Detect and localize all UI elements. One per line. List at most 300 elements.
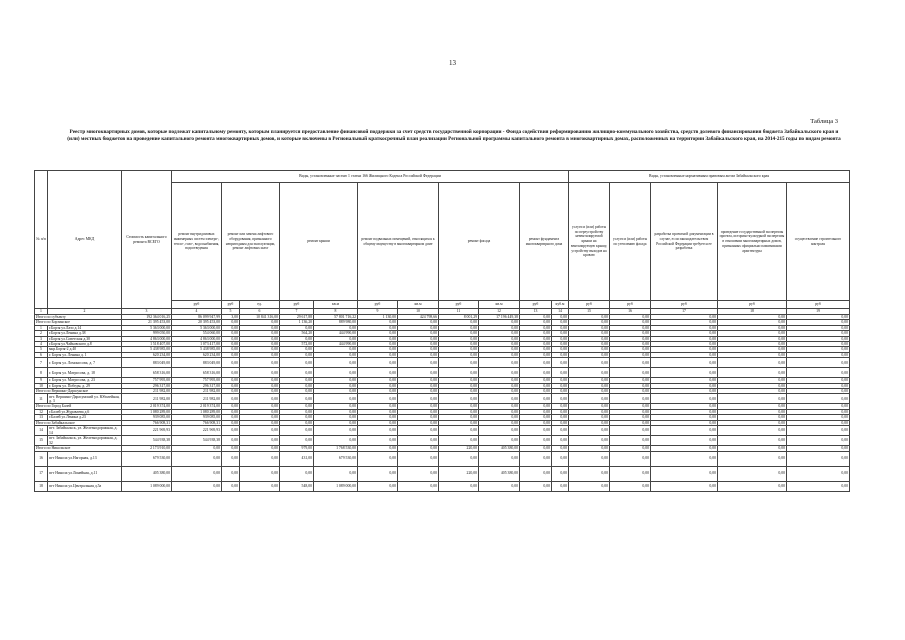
value-cell: 679 530,00 <box>314 451 358 466</box>
value-cell: 0,00 <box>610 436 651 446</box>
value-cell: 0,00 <box>552 315 569 320</box>
value-cell: 0,00 <box>552 481 569 491</box>
value-cell: 0,00 <box>552 404 569 409</box>
value-cell: 0,00 <box>280 352 314 357</box>
table-row <box>35 426 850 436</box>
value-cell: 0,00 <box>358 325 398 330</box>
value-cell: 0,00 <box>172 466 222 481</box>
value-cell: 0,00 <box>439 320 479 325</box>
value-cell: 0,00 <box>610 415 651 420</box>
table-row <box>35 368 850 378</box>
value-cell: 0,00 <box>240 378 280 383</box>
value-cell: 0,00 <box>718 404 787 409</box>
value-cell: 0,00 <box>552 426 569 436</box>
value-cell: 0,00 <box>651 358 718 368</box>
value-cell: 0,00 <box>314 336 358 341</box>
value-cell: 0,00 <box>552 352 569 357</box>
value-cell: 0,00 <box>358 331 398 336</box>
value-cell: 939 085,00 <box>172 415 222 420</box>
value-cell: 0,00 <box>398 331 439 336</box>
value-cell: 0,00 <box>439 378 479 383</box>
row-number-cell: 1 <box>35 325 48 330</box>
value-cell: 0,00 <box>222 342 240 347</box>
value-cell: 0,00 <box>280 436 314 446</box>
value-cell: 0,00 <box>569 415 610 420</box>
address-cell: Итого по Борзинское <box>35 320 122 325</box>
value-cell: 0,00 <box>569 336 610 341</box>
col-lift-header: ремонт или замена лифтового оборудования, признанного непригодным для эксплуатации, ремонт лифтовых шахт <box>222 183 280 301</box>
value-cell: 0,00 <box>398 347 439 352</box>
value-cell: 0,00 <box>552 389 569 394</box>
value-cell: 0,00 <box>552 394 569 404</box>
value-cell: 0,00 <box>280 336 314 341</box>
value-cell: 0,00 <box>569 420 610 425</box>
value-cell: 0,00 <box>358 368 398 378</box>
value-cell: 0,00 <box>479 451 520 466</box>
value-cell: 620 234,00 <box>172 352 222 357</box>
value-cell: 5 363 000,00 <box>122 325 172 330</box>
value-cell: 0,00 <box>651 342 718 347</box>
value-cell: 0,00 <box>172 481 222 491</box>
value-cell: 572,00 <box>280 342 314 347</box>
address-cell: г. Борзя ул. Ленина д. 1 <box>48 352 122 357</box>
value-cell: 0,00 <box>552 347 569 352</box>
value-cell: 766 908,31 <box>122 420 172 425</box>
unit-cell: кв.м <box>314 301 358 309</box>
value-cell: 0,00 <box>520 383 552 388</box>
value-cell: 0,00 <box>610 481 651 491</box>
value-cell: 0,00 <box>439 347 479 352</box>
value-cell: 0,00 <box>651 336 718 341</box>
value-cell: 0,00 <box>358 342 398 347</box>
value-cell: 0,00 <box>240 352 280 357</box>
value-cell: 0,00 <box>314 347 358 352</box>
value-cell: 0,00 <box>398 320 439 325</box>
value-cell: 0,00 <box>520 389 552 394</box>
value-cell: 211 982,00 <box>172 394 222 404</box>
address-cell: г.Борзя ул.Чайковского д.8 <box>48 342 122 347</box>
value-cell: 0,00 <box>479 415 520 420</box>
value-cell: 0,00 <box>439 325 479 330</box>
unit-cell: куб.м <box>552 301 569 309</box>
value-cell: 5 438 985,00 <box>172 347 222 352</box>
value-cell: 0,00 <box>358 481 398 491</box>
value-cell: 0,00 <box>240 336 280 341</box>
value-cell: 0,00 <box>222 383 240 388</box>
row-number-cell: 14 <box>35 426 48 436</box>
row-number-cell: 11 <box>35 394 48 404</box>
value-cell: 544 938,38 <box>122 436 172 446</box>
value-cell: 0,00 <box>314 368 358 378</box>
value-cell: 0,00 <box>280 378 314 383</box>
row-number-cell: 13 <box>35 415 48 420</box>
value-cell: 0,00 <box>569 466 610 481</box>
value-cell: 0,00 <box>718 347 787 352</box>
value-cell: 0,00 <box>314 415 358 420</box>
col-design-header: разработка проектной документации в случае, если законодательством Российской Федерации требуется ее разработка <box>651 183 718 301</box>
value-cell: 2 019 374,00 <box>122 404 172 409</box>
value-cell: 211 982,00 <box>122 394 172 404</box>
unit-cell: ед. <box>240 301 280 309</box>
value-cell: 0,00 <box>222 466 240 481</box>
value-cell: 979,00 <box>280 446 314 451</box>
value-cell: 0,00 <box>358 358 398 368</box>
value-cell: 883 049,00 <box>172 358 222 368</box>
unit-cell: руб <box>439 301 479 309</box>
value-cell: 444 990,00 <box>314 331 358 336</box>
value-cell: 0,00 <box>439 389 479 394</box>
value-cell: 0,00 <box>718 358 787 368</box>
value-cell: 17 196 449,38 <box>479 315 520 320</box>
address-cell: г. Борзя ул. Победы, д. 29 <box>48 383 122 388</box>
value-cell: 0,00 <box>222 347 240 352</box>
value-cell: 0,00 <box>520 352 552 357</box>
value-cell: 0,00 <box>240 368 280 378</box>
address-cell: г.Балей ул.Журавлева д.6 <box>48 409 122 414</box>
value-cell: 0,00 <box>651 347 718 352</box>
value-cell: 405 380,00 <box>479 466 520 481</box>
address-cell: г.Борзя ул.Советская д.30 <box>48 336 122 341</box>
value-cell: 0,00 <box>479 389 520 394</box>
value-cell: 0,00 <box>280 383 314 388</box>
col-total-cost-header: Стоимость капитального ремонта ВСЕГО <box>122 171 172 309</box>
value-cell: 0,00 <box>358 420 398 425</box>
value-cell: 0,00 <box>358 336 398 341</box>
value-cell: 0,00 <box>552 342 569 347</box>
value-cell: 5 363 000,00 <box>172 325 222 330</box>
value-cell: 0,00 <box>787 426 850 436</box>
value-cell: 0,00 <box>610 352 651 357</box>
value-cell: 0,00 <box>787 352 850 357</box>
row-number-cell: 2 <box>35 331 48 336</box>
value-cell: 0,00 <box>398 466 439 481</box>
value-cell: 10 841 316,00 <box>240 315 280 320</box>
address-cell: г.Борзя ул.Лазо д.14 <box>48 325 122 330</box>
value-cell: 0,00 <box>222 426 240 436</box>
value-cell: 0,00 <box>222 358 240 368</box>
value-cell: 0,00 <box>240 404 280 409</box>
value-cell: 0,00 <box>314 426 358 436</box>
value-cell: 0,00 <box>398 342 439 347</box>
value-cell: 0,00 <box>479 426 520 436</box>
group-regional-header: Виды, установленные нормативным правовым актом Забайкальского края <box>569 171 850 183</box>
value-cell: 0,00 <box>358 409 398 414</box>
value-cell: 0,00 <box>222 320 240 325</box>
value-cell: 0,00 <box>240 394 280 404</box>
value-cell: 0,00 <box>520 404 552 409</box>
value-cell: 0,00 <box>718 383 787 388</box>
value-cell: 0,00 <box>569 446 610 451</box>
value-cell: 0,00 <box>172 446 222 451</box>
value-cell: 0,00 <box>439 342 479 347</box>
column-index-cell: 14 <box>552 309 569 315</box>
value-cell: 0,00 <box>718 451 787 466</box>
value-cell: 0,00 <box>569 383 610 388</box>
value-cell: 0,00 <box>552 368 569 378</box>
value-cell: 0,00 <box>552 325 569 330</box>
value-cell: 0,00 <box>552 466 569 481</box>
table-row <box>35 358 850 368</box>
col-expertise-header: проведение государственной экспертизы проекта, историко-культурной экспертизы в отношении многоквартирных домов, признанных официально памятниками архитектуры <box>718 183 787 301</box>
value-cell: 0,00 <box>314 325 358 330</box>
value-cell: 0,00 <box>398 358 439 368</box>
value-cell: 0,00 <box>610 347 651 352</box>
value-cell: 0,00 <box>718 420 787 425</box>
column-index-cell: 6 <box>240 309 280 315</box>
unit-cell: руб <box>787 301 850 309</box>
value-cell: 0,00 <box>787 446 850 451</box>
value-cell: 3,00 <box>222 315 240 320</box>
value-cell: 0,00 <box>222 451 240 466</box>
value-cell: 0,00 <box>280 466 314 481</box>
address-cell: пгт Нинола ул.Линейная, д.11 <box>48 466 122 481</box>
value-cell: 0,00 <box>552 378 569 383</box>
value-cell: 0,00 <box>552 420 569 425</box>
value-cell: 0,00 <box>314 404 358 409</box>
value-cell: 0,00 <box>520 446 552 451</box>
column-index-cell: 3 <box>122 309 172 315</box>
row-number-cell: 8 <box>35 368 48 378</box>
value-cell: 0,00 <box>439 331 479 336</box>
value-cell: 0,00 <box>439 336 479 341</box>
value-cell: 0,00 <box>787 409 850 414</box>
value-cell: 0,00 <box>398 446 439 451</box>
value-cell: 0,00 <box>718 342 787 347</box>
registry-table <box>34 170 850 492</box>
value-cell: 0,00 <box>439 383 479 388</box>
value-cell: 0,00 <box>240 415 280 420</box>
value-cell: 221 969,93 <box>122 426 172 436</box>
value-cell: 0,00 <box>552 358 569 368</box>
value-cell: 0,00 <box>222 389 240 394</box>
value-cell: 0,00 <box>358 404 398 409</box>
row-number-cell: 18 <box>35 481 48 491</box>
value-cell: 0,00 <box>172 451 222 466</box>
value-cell: 1 080 289,00 <box>172 409 222 414</box>
value-cell: 0,00 <box>479 436 520 446</box>
value-cell: 0,00 <box>398 368 439 378</box>
value-cell: 0,00 <box>651 352 718 357</box>
table-row <box>35 466 850 481</box>
value-cell: 0,00 <box>569 352 610 357</box>
value-cell: 544 938,38 <box>172 436 222 446</box>
column-index-cell: 15 <box>569 309 610 315</box>
col-roof-header: ремонт крыши <box>280 183 358 301</box>
value-cell: 0,00 <box>520 342 552 347</box>
value-cell: 0,00 <box>787 389 850 394</box>
col-address-header: Адрес МКД <box>48 171 122 309</box>
value-cell: 0,00 <box>314 394 358 404</box>
value-cell: 0,00 <box>280 368 314 378</box>
value-cell: 0,00 <box>280 415 314 420</box>
value-cell: 0,00 <box>240 466 280 481</box>
value-cell: 679 530,00 <box>122 451 172 466</box>
value-cell: 0,00 <box>718 352 787 357</box>
row-number-cell: 10 <box>35 383 48 388</box>
value-cell: 0,00 <box>718 415 787 420</box>
address-cell: мкр.Борзя-2 д.40 <box>48 347 122 352</box>
value-cell: 0,00 <box>718 331 787 336</box>
value-cell: 0,00 <box>569 481 610 491</box>
value-cell: 0,00 <box>479 378 520 383</box>
row-number-cell: 4 <box>35 342 48 347</box>
value-cell: 0,00 <box>358 378 398 383</box>
value-cell: 0,00 <box>240 320 280 325</box>
value-cell: 0,00 <box>651 320 718 325</box>
value-cell: 0,00 <box>569 315 610 320</box>
value-cell: 1 130,00 <box>358 315 398 320</box>
value-cell: 405 380,00 <box>479 446 520 451</box>
value-cell: 0,00 <box>479 342 520 347</box>
value-cell: 0,00 <box>787 394 850 404</box>
value-cell: 0,00 <box>520 336 552 341</box>
value-cell: 0,00 <box>222 378 240 383</box>
value-cell: 0,00 <box>552 336 569 341</box>
column-index-cell: 18 <box>718 309 787 315</box>
value-cell: 296 317,00 <box>172 383 222 388</box>
value-cell: 0,00 <box>358 352 398 357</box>
value-cell: 0,00 <box>439 409 479 414</box>
value-cell: 0,00 <box>610 409 651 414</box>
address-cell: г. Борзя ул. Матросова, д. 23 <box>48 378 122 383</box>
value-cell: 0,00 <box>240 426 280 436</box>
value-cell: 0,00 <box>552 451 569 466</box>
value-cell: 0,00 <box>280 420 314 425</box>
document-title: Реестр многоквартирных домов, которые подлежат капитальному ремонту, которым планируется предоставление финансовой поддержки за счет средств государственной корпорации - Фонда содействия реформированию жилищно-коммунального хозяйства, средств долевого финансирования бюджета Забайкальского края и (или) местных бюджетов на проведение капитального ремонта многоквартирных домов, и которые включены в Региональный краткосрочный план реализации Региональной программы капитального ремонта в многоквартирных домах, расположенных на территории Забайкальского края, на 2014-215 годы по видам ремонта <box>67 129 841 143</box>
value-cell: 0,00 <box>479 320 520 325</box>
value-cell: 0,00 <box>439 352 479 357</box>
address-cell: г. Борзя ул. Матросова, д. 18 <box>48 368 122 378</box>
value-cell: 2 173 910,00 <box>122 446 172 451</box>
value-cell: 0,00 <box>610 368 651 378</box>
table-row <box>35 451 850 466</box>
unit-cell: руб <box>520 301 552 309</box>
value-cell: 0,00 <box>610 389 651 394</box>
value-cell: 0,00 <box>718 336 787 341</box>
value-cell: 1 768 530,00 <box>314 446 358 451</box>
value-cell: 0,00 <box>569 331 610 336</box>
address-cell: Итого по Вершино-Дарасунское <box>35 389 122 394</box>
value-cell: 0,00 <box>222 352 240 357</box>
row-number-cell: 7 <box>35 358 48 368</box>
value-cell: 0,00 <box>479 352 520 357</box>
column-index-cell: 16 <box>610 309 651 315</box>
value-cell: 0,00 <box>610 331 651 336</box>
value-cell: 0,00 <box>439 415 479 420</box>
column-index-cell: 2 <box>48 309 122 315</box>
value-cell: 0,00 <box>314 383 358 388</box>
value-cell: 0,00 <box>398 378 439 383</box>
value-cell: 0,00 <box>651 378 718 383</box>
address-cell: Итого по Забайкальское <box>35 420 122 425</box>
table-row <box>35 481 850 491</box>
value-cell: 0,00 <box>479 368 520 378</box>
value-cell: 658 316,00 <box>172 368 222 378</box>
value-cell: 0,00 <box>222 481 240 491</box>
value-cell: 0,00 <box>439 420 479 425</box>
col-foundation-header: ремонт фундамента многоквартирного дома <box>520 183 569 301</box>
column-index-cell: 17 <box>651 309 718 315</box>
value-cell: 0,00 <box>358 320 398 325</box>
row-number-cell: 5 <box>35 347 48 352</box>
address-cell: пгт Нинола ул.Нагорная, д.13 <box>48 451 122 466</box>
value-cell: 0,00 <box>787 358 850 368</box>
value-cell: 0,00 <box>398 436 439 446</box>
value-cell: 0,00 <box>398 420 439 425</box>
value-cell: 0,00 <box>718 409 787 414</box>
value-cell: 0,00 <box>610 383 651 388</box>
value-cell: 0,00 <box>787 378 850 383</box>
value-cell: 0,00 <box>479 481 520 491</box>
value-cell: 548,00 <box>280 481 314 491</box>
value-cell: 0,00 <box>718 320 787 325</box>
value-cell: 658 316,00 <box>122 368 172 378</box>
row-number-cell: 12 <box>35 409 48 414</box>
value-cell: 0,00 <box>787 451 850 466</box>
value-cell: 220,00 <box>439 446 479 451</box>
value-cell: 0,00 <box>651 466 718 481</box>
unit-cell: руб <box>358 301 398 309</box>
value-cell: 0,00 <box>314 378 358 383</box>
value-cell: 221 969,93 <box>172 426 222 436</box>
value-cell: 0,00 <box>222 331 240 336</box>
value-cell: 0,00 <box>610 325 651 330</box>
value-cell: 889 980,00 <box>314 320 358 325</box>
unit-cell: руб <box>718 301 787 309</box>
value-cell: 0,00 <box>651 389 718 394</box>
col-number-header: № п/п <box>35 171 48 309</box>
value-cell: 0,00 <box>358 389 398 394</box>
value-cell: 0,00 <box>718 394 787 404</box>
row-number-cell: 3 <box>35 336 48 341</box>
value-cell: 0,00 <box>222 446 240 451</box>
value-cell: 0,00 <box>787 315 850 320</box>
value-cell: 0,00 <box>479 358 520 368</box>
value-cell: 0,00 <box>358 446 398 451</box>
value-cell: 0,00 <box>787 404 850 409</box>
value-cell: 0,00 <box>358 436 398 446</box>
value-cell: 0,00 <box>240 409 280 414</box>
value-cell: 0,00 <box>520 451 552 466</box>
value-cell: 0,00 <box>610 315 651 320</box>
value-cell: 0,00 <box>552 415 569 420</box>
value-cell: 0,00 <box>398 394 439 404</box>
value-cell: 0,00 <box>610 394 651 404</box>
value-cell: 0,00 <box>520 325 552 330</box>
col-engineering-header: ремонт внутридомовых инженерных систем электро-, тепло-, газо-, водоснабжения, водоотведения <box>172 183 222 301</box>
value-cell: 0,00 <box>552 383 569 388</box>
value-cell: 1 089 000,00 <box>314 481 358 491</box>
row-number-cell: 17 <box>35 466 48 481</box>
value-cell: 0,00 <box>651 420 718 425</box>
value-cell: 0,00 <box>718 436 787 446</box>
value-cell: 0,00 <box>280 426 314 436</box>
value-cell: 0,00 <box>398 352 439 357</box>
value-cell: 0,00 <box>439 394 479 404</box>
value-cell: 424 798,66 <box>398 315 439 320</box>
value-cell: 4 863 000,00 <box>122 336 172 341</box>
unit-cell: кв.м <box>479 301 520 309</box>
value-cell: 0,00 <box>314 389 358 394</box>
value-cell: 0,00 <box>398 481 439 491</box>
value-cell: 0,00 <box>718 481 787 491</box>
value-cell: 0,00 <box>552 446 569 451</box>
value-cell: 0,00 <box>610 358 651 368</box>
value-cell: 0,00 <box>240 331 280 336</box>
unit-cell: руб <box>610 301 651 309</box>
value-cell: 0,00 <box>610 466 651 481</box>
value-cell: 4 863 000,00 <box>172 336 222 341</box>
